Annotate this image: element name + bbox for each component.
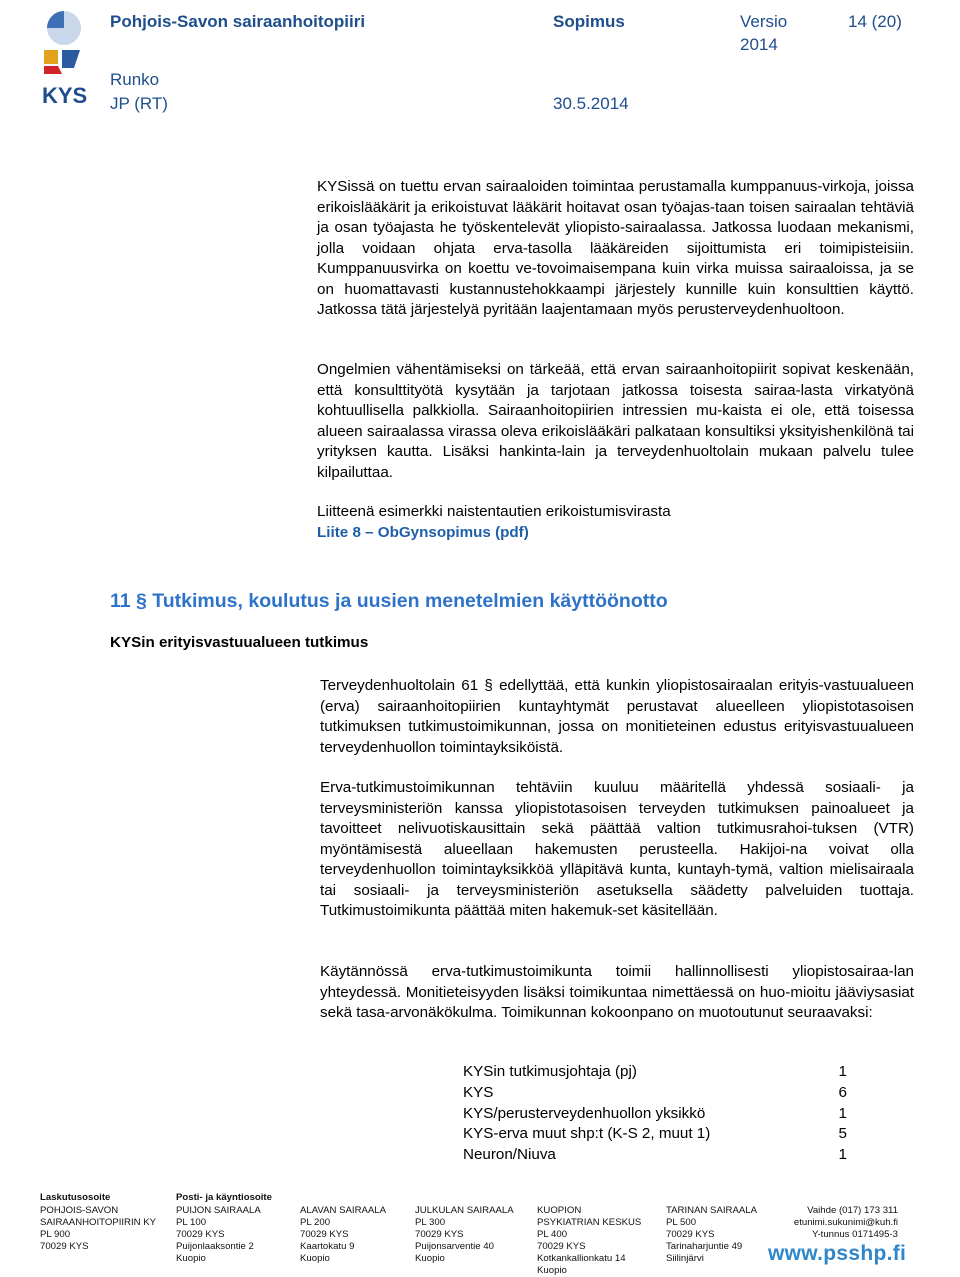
footer-email[interactable]: etunimi.sukunimi@kuh.fi: [793, 1217, 898, 1228]
member-count: 1: [838, 1146, 847, 1163]
footer-kuopio-psyk-address: [537, 1205, 641, 1277]
paragraph-text: Käytännössä erva-tutkimustoimikunta toimii hallinnollisesti yliopistosairaa-lan yhteydessä. Monitieteisyyden lisäksi toimikuntaa nimettäessä on huo-mioitu jääviysasiat sekä tasa-arvonäkökulma. Toimikunnan kokoonpano on muotoutunut seuraavaksi:: [320, 963, 914, 1021]
footer-line: 70029 KYS: [300, 1229, 349, 1240]
footer-line: Kaartokatu 9: [300, 1241, 355, 1252]
footer-line: PUIJON SAIRAALA: [176, 1205, 261, 1216]
footer-puijo-address: [176, 1205, 261, 1265]
footer-line: 70029 KYS: [176, 1229, 225, 1240]
footer-line: 70029 KYS: [537, 1241, 586, 1252]
paragraph-kaytannossa: [320, 962, 914, 1024]
footer-line: Puijonlaaksontie 2: [176, 1241, 254, 1252]
paragraph-erva-tehtavat: [320, 778, 914, 922]
footer-line: 70029 KYS: [666, 1229, 715, 1240]
kys-logo: [40, 8, 88, 108]
member-count: 1: [838, 1105, 847, 1122]
footer-line: PSYKIATRIAN KESKUS: [537, 1217, 642, 1228]
member-row: [463, 1104, 847, 1125]
header-date: 30.5.2014: [553, 94, 629, 113]
footer-website-link[interactable]: www.psshp.fi: [768, 1242, 907, 1265]
member-name: KYS/perusterveydenhuollon yksikkö: [463, 1105, 706, 1122]
footer-line: 70029 KYS: [415, 1229, 464, 1240]
member-row: [463, 1062, 847, 1083]
footer-line: Tarinaharjuntie 49: [666, 1241, 743, 1252]
footer-billing-address: [40, 1205, 156, 1253]
footer-alava-address: [300, 1205, 386, 1265]
footer-line: SAIRAANHOITOPIIRIN KY: [40, 1217, 157, 1228]
paragraph-text: Liitteenä esimerkki naistentautien erikoistumisvirasta: [317, 503, 671, 520]
footer-business-id: Y-tunnus 0171495-3: [811, 1229, 898, 1240]
footer-postal-label: Posti- ja käyntiosoite: [176, 1192, 272, 1203]
header-org: Pohjois-Savon sairaanhoitopiiri: [110, 12, 366, 31]
footer-line: PL 300: [415, 1217, 446, 1228]
footer-line: TARINAN SAIRAALA: [666, 1205, 757, 1216]
footer-phone: Vaihde (017) 173 311: [807, 1205, 898, 1216]
footer-line: PL 100: [176, 1217, 207, 1228]
header-version-year: 2014: [740, 35, 778, 54]
footer-line: Kuopio: [300, 1253, 330, 1264]
member-count: 6: [838, 1084, 847, 1101]
member-count: 1: [838, 1063, 847, 1080]
attachment-link[interactable]: Liite 8 – ObGynsopimus (pdf): [317, 523, 529, 541]
footer-line: JULKULAN SAIRAALA: [415, 1205, 514, 1216]
paragraph-text: Ongelmien vähentämiseksi on tärkeää, että ervan sairaanhoitopiirit sopivat keskenään, että konsulttityötä kysytään ja tarjotaan jatkossa toisesta sairaa-lasta virkatyönä kohtuullisella palkkiolla. Sairaanhoitopiirien intressien mu-kaista ei ole, että toisessa alueen sairaalassa virassa oleva erikoislääkäri palkataan konsultiksi yksityishenkilönä tai yrityksen kautta. Lisäksi hankinta-lain ja terveydenhuoltolain mukaan palvelu tulee kilpailuttaa.: [317, 361, 914, 481]
footer-line: PL 900: [40, 1229, 71, 1240]
footer-julkula-address: [415, 1205, 514, 1265]
paragraph-terveydenhuoltolaki: [320, 676, 914, 758]
header-author: JP (RT): [110, 94, 168, 113]
footer-contact: [794, 1205, 898, 1241]
paragraph-text: Terveydenhuoltolain 61 § edellyttää, että kunkin yliopistosairaalan erityis-vastuualueen (erva) sairaanhoitopiirien kuntayhtymät perustavat alueelleen yliopistotasoisen tutkimuksen tutkimustoimikunnan, jossa on monitieteinen edustus erityisvastuualueen terveydenhuollon toimintayksiköistä.: [320, 677, 914, 756]
subsection-heading: KYSin erityisvastuualueen tutkimus: [110, 634, 369, 651]
footer-line: PL 400: [537, 1229, 568, 1240]
member-name: KYS: [463, 1084, 494, 1101]
footer-line: Kuopio: [537, 1265, 567, 1276]
member-row: [463, 1124, 847, 1145]
footer-billing-label: Laskutusosoite: [40, 1192, 111, 1203]
footer-line: 70029 KYS: [40, 1241, 89, 1252]
footer-line: Puijonsarventie 40: [415, 1241, 494, 1252]
header-version-label: Versio: [740, 12, 788, 31]
member-row: [463, 1145, 847, 1166]
footer-line: ALAVAN SAIRAALA: [300, 1205, 387, 1216]
member-name: KYSin tutkimusjohtaja (pj): [463, 1063, 637, 1080]
footer-line: KUOPION: [537, 1205, 582, 1216]
paragraph-konsulttityo: [317, 360, 914, 483]
paragraph-text: KYSissä on tuettu ervan sairaaloiden toimintaa perustamalla kumppanuus-virkoja, joissa erikoislääkärit ja erikoistuvat lääkärit hoitavat osan työajas-taan toisen sairaalan tehtäviä ja osan työajasta he työskentelevät yliopisto-sairaalassa. Jatkossa luodaan mekanismi, jolla voidaan ohjata erva-tasolla lääkäreiden sijoittumista eri toimipisteisiin. Kumppanuusvirka on koettu ve-tovoimaisempana kuin virka muissa sairaaloissa, ja se on huomattavasti kustannustehokkaampi järjestely kunnille kuin konsulttien käyttö. Jatkossa tätä järjestelyä pyritään laajentamaan myös perusterveydenhuoltoon.: [317, 178, 914, 318]
footer-tarina-address: [666, 1205, 757, 1265]
footer-line: Siilinjärvi: [666, 1253, 704, 1264]
paragraph-text: Erva-tutkimustoimikunnan tehtäviin kuuluu määritellä yhdessä sosiaali- ja terveysministeriön kanssa yliopistotasoisen terveyden tutkimuksen painoalueet ja tavoitteet nelivuotiskausittain sekä päättää valtion tutkimusrahoi-tuksen (VTR) myöntämisestä alueellaan hakemusten perusteella. Hakijoi-na voivat olla terveydenhuollon toimintayksikköä ylläpitävä kunta, kuntayh-tymä, valtion mielisairaala tai sosiaali- ja terveysministeriön asetuksella säädetty palveluiden tuottaja. Tutkimustoimikunta päättää miten hakemuk-set käsitellään.: [320, 779, 914, 919]
header-subtitle: Runko: [110, 70, 160, 89]
paragraph-liite: [317, 502, 914, 543]
header-page-number: 14 (20): [848, 12, 902, 31]
footer-line: POHJOIS-SAVON: [40, 1205, 119, 1216]
header-doc-type: Sopimus: [553, 12, 625, 31]
footer-line: Kuopio: [415, 1253, 445, 1264]
footer-line: Kotkankallionkatu 14: [537, 1253, 626, 1264]
paragraph-kumppanuusvirat: [317, 177, 914, 321]
member-name: KYS-erva muut shp:t (K-S 2, muut 1): [463, 1125, 711, 1142]
member-row: [463, 1083, 847, 1104]
section-title: 11 § Tutkimus, koulutus ja uusien menetelmien käyttöönotto: [110, 590, 668, 612]
footer-line: Kuopio: [176, 1253, 206, 1264]
kys-logo-mark: [40, 8, 88, 108]
logo-text: KYS: [42, 83, 88, 108]
footer-line: PL 500: [666, 1217, 697, 1228]
footer-line: PL 200: [300, 1217, 331, 1228]
member-count: 5: [838, 1125, 847, 1142]
member-name: Neuron/Niuva: [463, 1146, 556, 1163]
